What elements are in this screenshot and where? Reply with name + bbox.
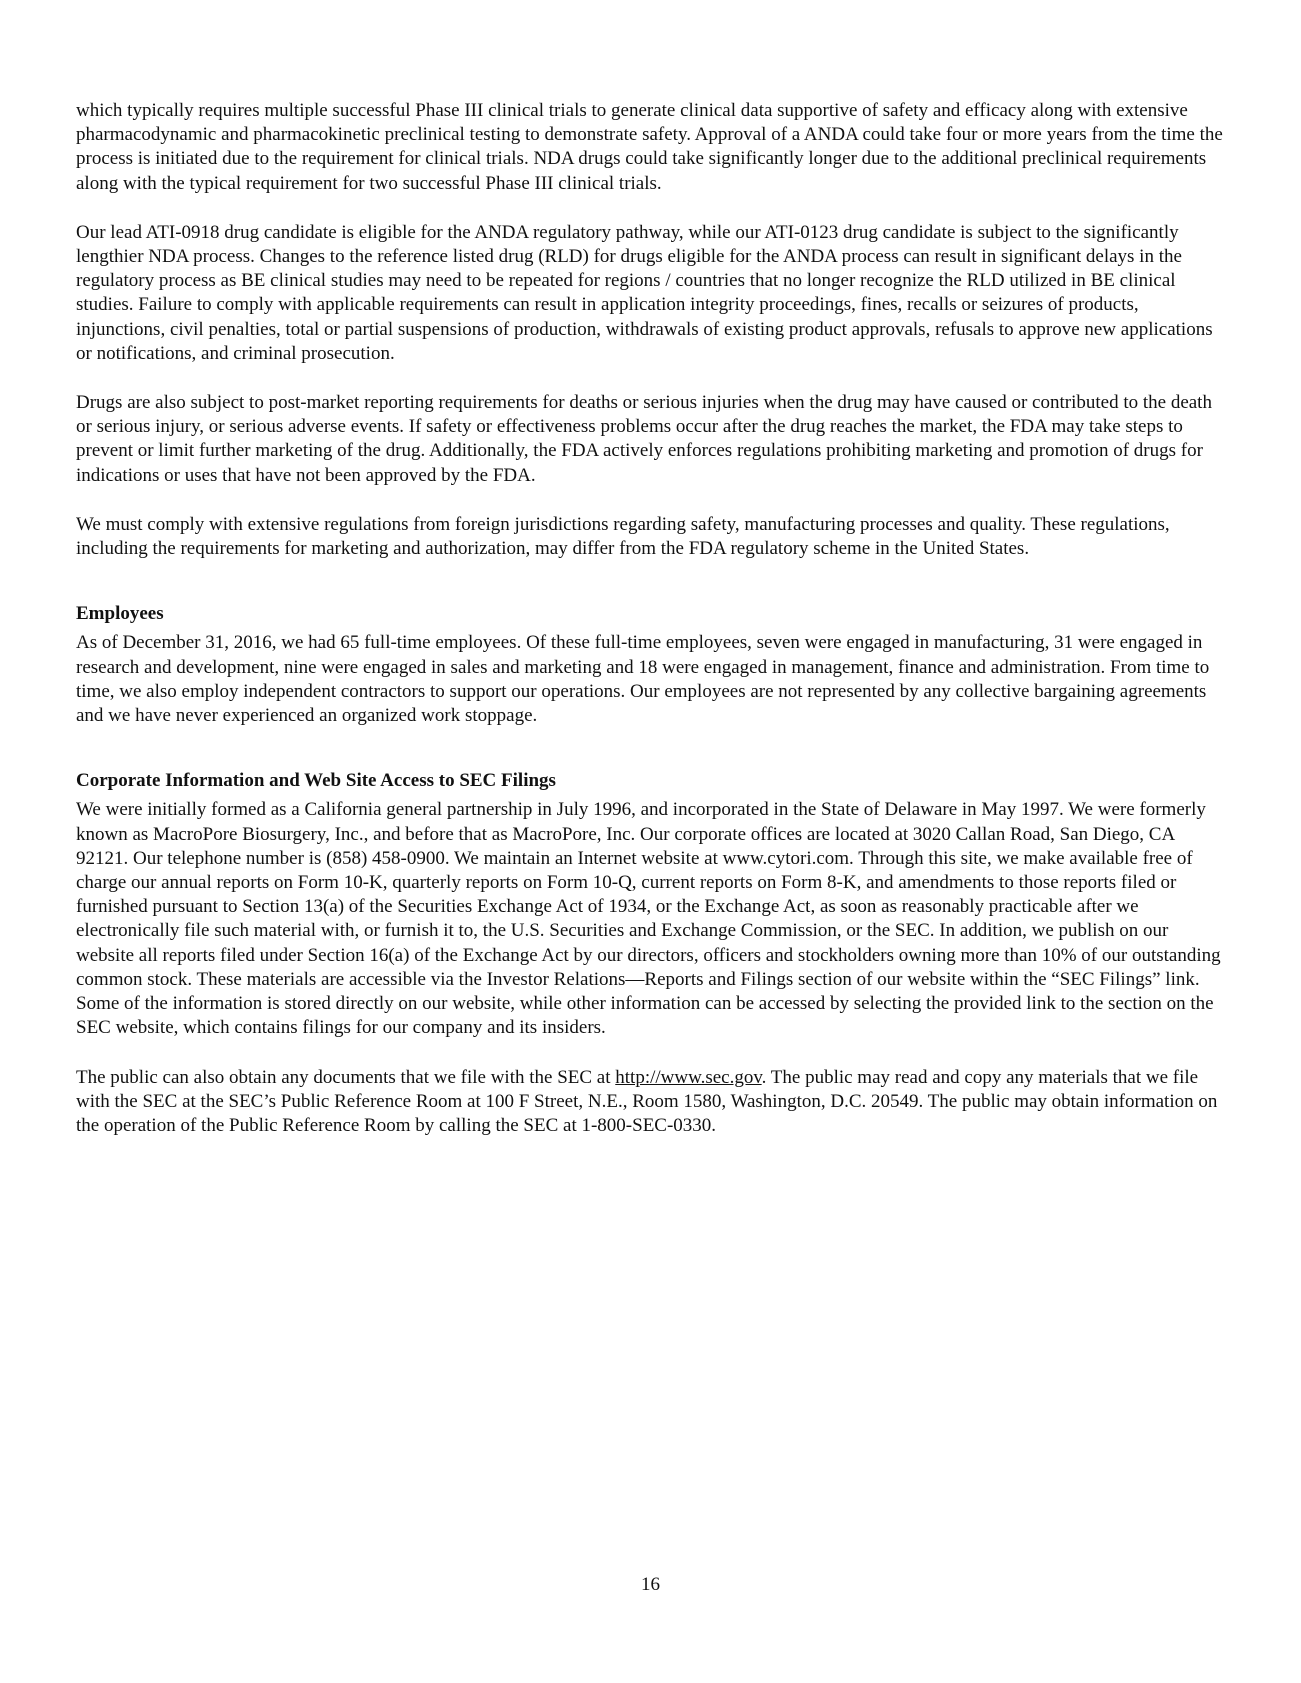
corporate-info-paragraph: We were initially formed as a California general partnership in July 1996, and incorporated in the State of Delaware in May 1997. We were formerly known as MacroPore Biosurgery, Inc., and before that as MacroPore, Inc. Our corporate offices are located at 3020 Callan Road, San Diego, CA 92121. Our telephone number is (858) 458-0900. We maintain an Internet website at www.cytori.com. Through this site, we make available free of charge our annual reports on Form 10-K, quarterly reports on Form 10-Q, current reports on Form 8-K, and amendments to those reports filed or furnished pursuant to Section 13(a) of the Securities Exchange Act of 1934, or the Exchange Act, as soon as reasonably practicable after we electronically file such material with, or furnish it to, the U.S. Securities and Exchange Commission, or the SEC. In addition, we publish on our website all reports filed under Section 16(a) of the Exchange Act by our directors, officers and stockholders owning more than 10% of our outstanding common stock. These materials are accessible via the Investor Relations—Reports and Filings section of our website within the “SEC Filings” link. Some of the information is stored directly on our website, while other information can be accessed by selecting the provided link to the section on the SEC website, which contains filings for our company and its insiders. xyxy=(76,799,1221,1039)
sec-website-link[interactable]: http://www.sec.gov xyxy=(615,1066,762,1088)
public-access-paragraph xyxy=(76,1066,1226,1139)
employees-paragraph: As of December 31, 2016, we had 65 full-time employees. Of these full-time employees, seven were engaged in manufacturing, 31 were engaged in research and development, nine were engaged in sales and marketing and 18 were engaged in management, finance and administration. From time to time, we also employ independent contractors to support our operations. Our employees are not represented by any collective bargaining agreements and we have never experienced an organized work stoppage. xyxy=(76,632,1210,727)
paragraph-drug-candidates: Our lead ATI-0918 drug candidate is eligible for the ANDA regulatory pathway, while our ATI-0123 drug candidate is subject to the significantly lengthier NDA process. Changes to the reference listed drug (RLD) for drugs eligible for the ANDA process can result in significant delays in the regulatory process as BE clinical studies may need to be repeated for regions / countries that no longer recognize the RLD utilized in BE clinical studies. Failure to comply with applicable requirements can result in application integrity proceedings, fines, recalls or seizures of products, injunctions, civil penalties, total or partial suspensions of production, withdrawals of existing product approvals, refusals to approve new applications or notifications, and criminal prosecution. xyxy=(76,221,1213,364)
paragraph-foreign-regulations: We must comply with extensive regulations from foreign jurisdictions regarding safety, manufacturing processes and quality. These regulations, including the requirements for marketing and authorization, may differ from the FDA regulatory scheme in the United States. xyxy=(76,513,1170,560)
employees-heading: Employees xyxy=(76,603,164,625)
paragraph-approval-timeline: which typically requires multiple successful Phase III clinical trials to generate clinical data supportive of safety and efficacy along with extensive pharmacodynamic and pharmacokinetic preclinical testing to demonstrate safety. Approval of a ANDA could take four or more years from the time the process is initiated due to the requirement for clinical trials. NDA drugs could take significantly longer due to the additional preclinical requirements along with the typical requirement for two successful Phase III clinical trials. xyxy=(76,100,1223,194)
document-page xyxy=(76,99,1226,1163)
public-access-text-start: The public can also obtain any documents that we file with the SEC at xyxy=(76,1066,616,1088)
paragraph-post-market: Drugs are also subject to post-market reporting requirements for deaths or serious injuries when the drug may have caused or contributed to the death or serious injury, or serious adverse events. If safety or effectiveness problems occur after the drug reaches the market, the FDA may take steps to prevent or limit further marketing of the drug. Additionally, the FDA actively enforces regulations prohibiting marketing and promotion of drugs for indications or uses that have not been approved by the FDA. xyxy=(76,392,1212,486)
corporate-info-heading: Corporate Information and Web Site Access to SEC Filings xyxy=(76,770,556,792)
public-access-text-end: . The public may read and copy any materials that we file with the SEC at the SEC’s Public Reference Room at 100 F Street, N.E., Room 1580, Washington, D.C. 20549. The public may obtain information on the operation of the Public Reference Room by calling the SEC at 1-800-SEC-0330. xyxy=(76,1066,1218,1136)
page-number: 16 xyxy=(641,1574,660,1595)
